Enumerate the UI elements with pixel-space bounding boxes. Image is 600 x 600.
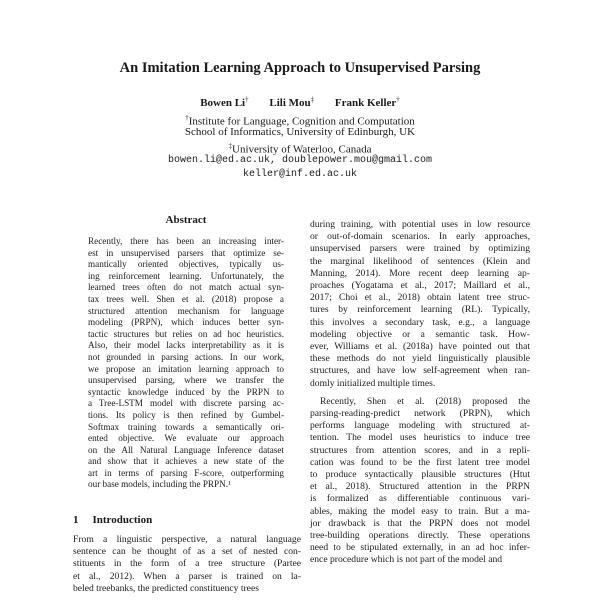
text-line: tactic structures but relies on ad hoc heuristics. [88,328,284,339]
affiliation-line: ‡University of Waterloo, Canada [228,142,372,156]
text-line: sentence can be thought of as a set of nested con- [73,546,301,558]
abstract-heading: Abstract [165,214,207,226]
text-line: mantically oriented objectives, typically us- [88,259,284,270]
text-line: domly initialized multiple times. [310,377,436,389]
text-line: structures from attention scores, and in a repli- [310,444,530,456]
text-line: a Tree-LSTM model with discrete parsing ac- [88,398,284,409]
author-emails: bowen.li@ed.ac.uk, doublepower.mou@gmail.com [167,155,433,166]
text-line: unsupervised parsing, where we transfer the [88,375,284,386]
text-line: tax trees well. Shen et al. (2018) propose a [88,293,284,304]
text-line: proaches (Yogatama et al., 2017; Maillard et al., [310,280,530,292]
text-line: modeling (PRPN), which induces better syn- [88,317,284,328]
text-line: not grounded in parsing actions. In our work, [88,351,284,362]
text-line: et al., 2012). When a parser is trained on la- [73,570,301,582]
text-line: need to be stipulated externally, in an ad hoc infer- [310,542,530,554]
text-line: cation was found to be the first latent tree model [310,456,530,468]
text-line: the marginal likelihood of sentences (Klein and [310,255,530,267]
text-line: on the All Natural Language Inference dataset [88,444,284,455]
introduction-body [73,534,301,595]
text-line: tures by reinforcement learning (RL). Typically, [310,304,530,316]
author-list [0,95,600,109]
text-line: during training, with potential uses in low resource [310,219,530,230]
text-line: tention. The model uses heuristics to induce tree [310,432,530,444]
text-line: est in unsupervised parsers that optimize se- [88,247,284,258]
text-line: syntactic knowledge induced by the PRPN to [88,386,284,397]
text-line: tions. Its policy is then refined by Gumbel- [88,409,284,420]
text-line: performs language modeling with structured at- [310,420,530,432]
abstract-body [88,236,284,491]
text-line: modeling objective or a semantic task. How- [310,328,530,340]
text-line: to produce syntactically plausible structures (Htut [310,469,530,481]
text-line: ence procedure which is not part of the model and [310,554,503,566]
text-line: jor drawback is that the PRPN does not model [310,517,530,529]
text-line: parsing-reading-predict network (PRPN), which [310,408,530,420]
text-line: Softmax training towards a semantically ori- [88,421,284,432]
author: Lili Mou‡ [269,95,315,109]
text-line: unsupervised parsers were trained by optimizing [310,243,530,255]
text-line: this involves a secondary task, e.g., a language [310,316,530,328]
text-line: is formalized as differentiable continuous vari- [310,493,530,505]
text-line: art in terms of parsing F-score, outperforming [88,467,284,478]
text-line: stituents in the form of a tree structure (Partee [73,558,301,570]
text-line: ever, Williams et al. (2018a) have pointed out that [310,341,530,353]
text-line: or out-of-domain scenarios. In early approaches, [310,231,530,243]
paragraph [310,396,530,567]
text-line: our base models, including the PRPN.¹ [88,479,231,490]
text-line: Recently, Shen et al. (2018) proposed the [320,395,530,407]
paper-title: An Imitation Learning Approach to Unsupervised Parsing [119,60,481,76]
text-line: learned trees often do not match actual syn- [88,282,284,293]
text-line: beled treebanks, the predicted constituency trees [73,582,259,594]
text-line: tree-building operations directly. These operations [310,530,530,542]
text-line: ented objective. We evaluate our approach [88,433,284,444]
text-line: structured attention mechanism for language [88,305,284,316]
text-line: Recently, there has been an increasing inter- [88,236,284,246]
text-line: From a linguistic perspective, a natural language [73,534,301,545]
author: Frank Keller† [334,95,400,109]
text-line: ing reinforcement learning. Unfortunately, the [88,270,284,281]
affiliation-line: School of Informatics, University of Edinburgh, UK [184,126,416,138]
text-line: structures, and have low self-agreement when ran- [310,365,530,377]
text-line: these methods do not yield linguistically plausible [310,353,530,365]
text-line: and show that it achieves a new state of the [88,456,284,467]
affiliation-line: †Institute for Language, Cognition and Computation [185,114,415,128]
text-line: ables, making the model easy to train. But a ma- [310,505,530,517]
text-line: Manning, 2014). More recent deep learning ap- [310,267,530,279]
author-emails: keller@inf.ed.ac.uk [242,169,358,180]
author: Bowen Li† [200,95,249,109]
text-line: we propose an imitation learning approach to [88,363,284,374]
section-heading-introduction: 1 Introduction [73,514,153,526]
right-column-body [310,219,530,567]
text-line: Also, their model lacks interpretability as it is [88,340,284,351]
text-line: 2017; Choi et al., 2018) obtain latent tree struc- [310,292,530,304]
text-line: et al., 2018). Structured attention in the PRPN [310,481,530,493]
